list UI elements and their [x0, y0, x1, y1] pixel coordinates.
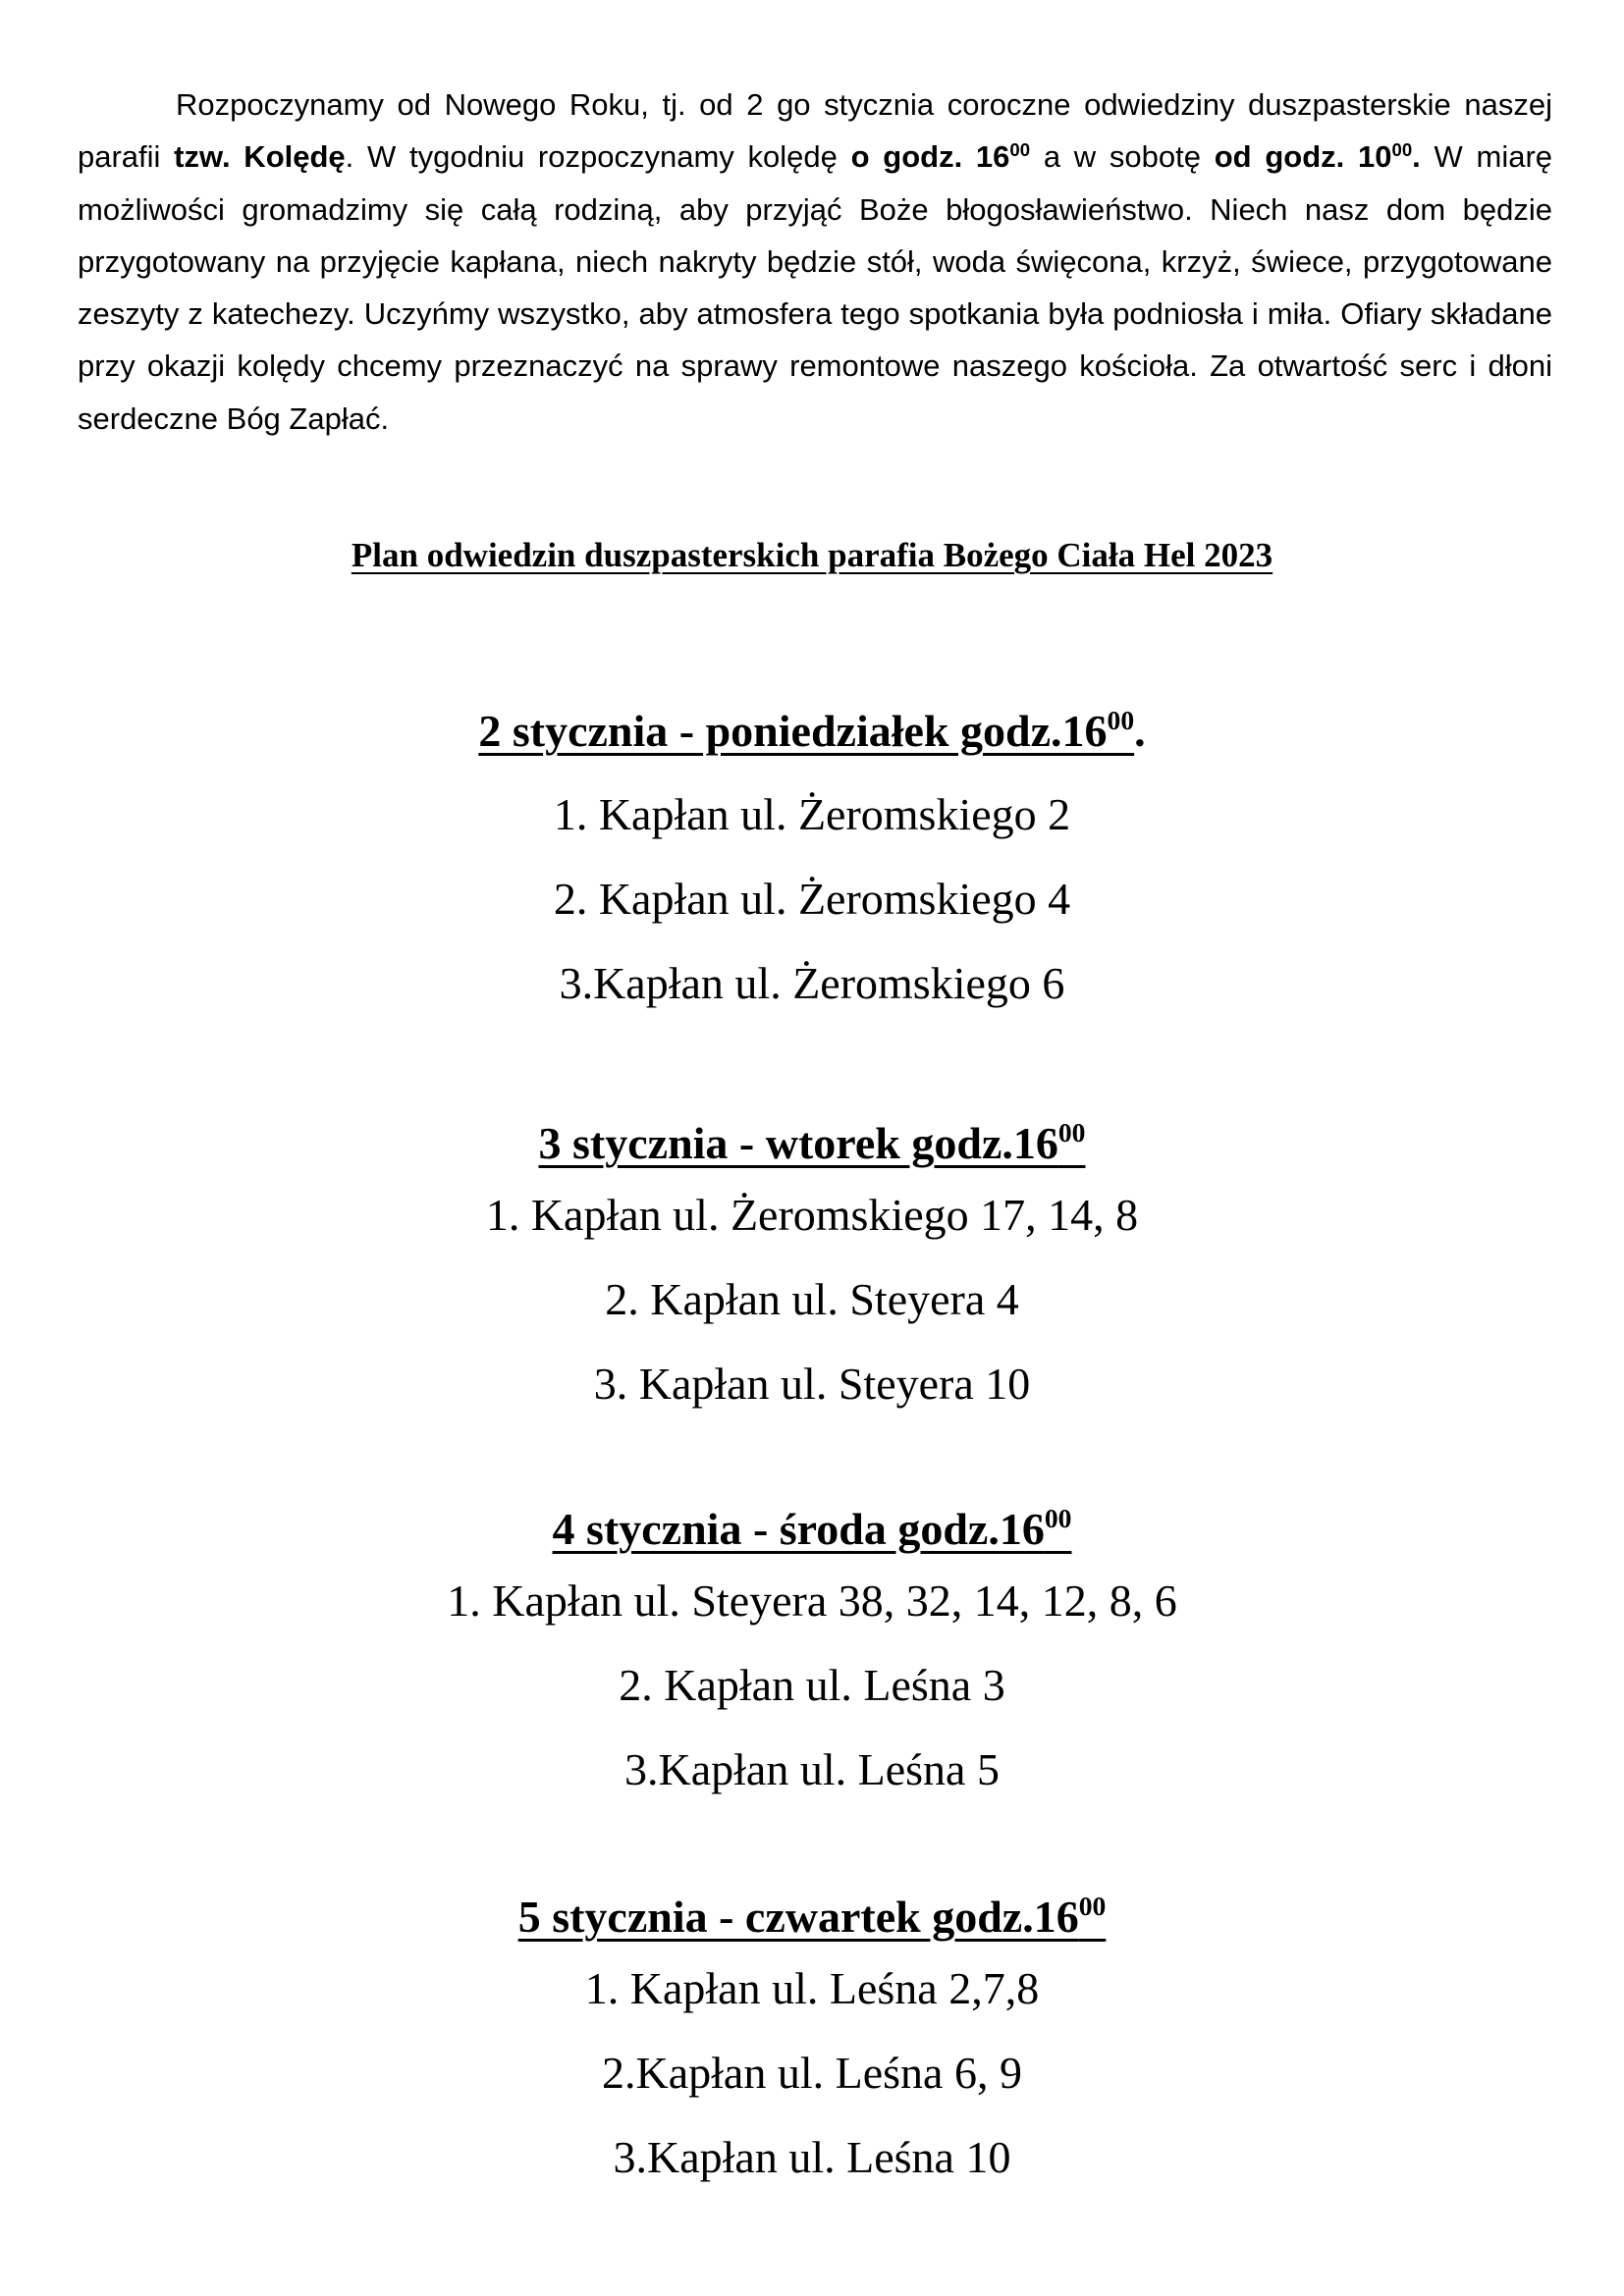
day-heading-superscript: 00 — [1107, 705, 1135, 736]
visit-entry: 2. Kapłan ul. Steyera 4 — [605, 1274, 1019, 1324]
day-heading — [0, 1114, 1624, 1173]
day-heading-superscript: 00 — [1044, 1503, 1072, 1534]
visit-entry: 3.Kapłan ul. Żeromskiego 6 — [559, 958, 1065, 1008]
day-heading — [0, 1888, 1624, 1947]
intro-bold-period: . — [1412, 139, 1421, 175]
day-heading-underlined — [539, 1118, 1086, 1168]
visit-list — [0, 1947, 1624, 2200]
visit-list — [0, 1559, 1624, 1812]
visit-entry: 3.Kapłan ul. Leśna 10 — [613, 2132, 1011, 2182]
day-section — [0, 1500, 1624, 1812]
intro-bold-time-text: o godz. 16 — [850, 139, 1010, 175]
visit-entry: 1. Kapłan ul. Steyera 38, 32, 14, 12, 8, 6 — [447, 1575, 1177, 1626]
intro-bold-weekday-time — [851, 139, 1031, 174]
intro-text: W miarę możliwości gromadzimy się całą rodziną, aby przyjąć Boże błogosławieństwo. Niech nasz dom będzie przygotowany na przyjęcie kapłana, niech nakryty będzie stół, woda święcona, krzyż, świece, przygotowane zeszyty z katechezy. Uczyńmy wszystko, aby atmosfera tego spotkania była podniosła i miła. Ofiary składane przy okazji kolędy chcemy przeznaczyć na sprawy remontowe naszego kościoła. Za otwartość serc i dłoni serdeczne Bóg Zapłać. — [78, 139, 1553, 436]
visit-entry: 2.Kapłan ul. Leśna 6, 9 — [602, 2048, 1022, 2098]
visit-list — [0, 1173, 1624, 1426]
day-section — [0, 1114, 1624, 1426]
visit-entry: 2. Kapłan ul. Leśna 3 — [619, 1660, 1005, 1710]
day-heading — [0, 1500, 1624, 1559]
visit-entry: 3. Kapłan ul. Steyera 10 — [593, 1359, 1031, 1409]
day-heading-underlined — [553, 1504, 1072, 1554]
plan-title-text: Plan odwiedzin duszpasterskich parafia Bożego Ciała Hel 2023 — [351, 536, 1273, 574]
day-heading-underlined — [518, 1892, 1107, 1942]
day-heading-text: 5 stycznia - czwartek godz.16 — [517, 1892, 1079, 1942]
intro-text: . W tygodniu rozpoczynamy kolędę — [345, 139, 851, 175]
day-heading-suffix: . — [1134, 706, 1146, 756]
visit-entry: 2. Kapłan ul. Żeromskiego 4 — [553, 874, 1071, 924]
intro-bold-saturday-time — [1215, 139, 1421, 174]
day-heading-underlined — [478, 706, 1134, 756]
day-heading-text: 3 stycznia - wtorek godz.16 — [538, 1118, 1058, 1168]
day-heading-text: 4 stycznia - środa godz.16 — [552, 1504, 1045, 1554]
intro-paragraph — [78, 79, 1552, 445]
day-heading — [0, 702, 1624, 761]
intro-time-superscript: 00 — [1009, 139, 1031, 161]
intro-text: a w sobotę — [1030, 139, 1215, 175]
day-heading-text: 2 stycznia - poniedziałek godz.16 — [478, 706, 1108, 756]
visit-entry: 1. Kapłan ul. Żeromskiego 17, 14, 8 — [485, 1190, 1139, 1240]
intro-time-superscript: 00 — [1391, 139, 1413, 161]
intro-bold-time-text: od godz. 10 — [1214, 139, 1392, 175]
intro-text: Rozpoczynamy od Nowego Roku, tj. od 2 go stycznia coroczne odwiedziny duszpasterskie naszej parafii — [78, 87, 1552, 175]
day-heading-superscript: 00 — [1078, 1891, 1107, 1922]
visit-entry: 1. Kapłan ul. Żeromskiego 2 — [553, 789, 1071, 839]
day-section — [0, 1888, 1624, 2200]
plan-title — [0, 536, 1624, 575]
visit-list — [0, 773, 1624, 1026]
intro-bold-koleda: tzw. Kolędę — [174, 139, 346, 175]
day-heading-superscript: 00 — [1057, 1117, 1086, 1148]
visit-entry: 3.Kapłan ul. Leśna 5 — [624, 1744, 1000, 1794]
day-section — [0, 702, 1624, 1026]
visit-entry: 1. Kapłan ul. Leśna 2,7,8 — [584, 1963, 1040, 2013]
